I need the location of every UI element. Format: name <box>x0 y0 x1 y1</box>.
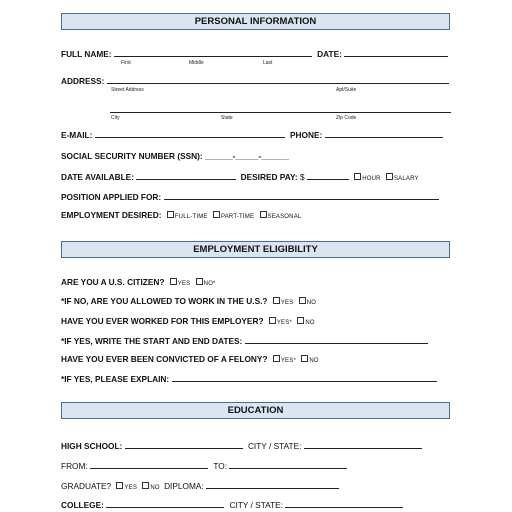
citizen-yes-checkbox[interactable] <box>170 278 177 285</box>
authorized-no-label: NO <box>306 300 317 306</box>
employment-desired-label: EMPLOYMENT DESIRED: <box>61 210 162 220</box>
ssn-label: SOCIAL SECURITY NUMBER (SSN): ______-_____-______ <box>61 151 289 161</box>
employment-eligibility-header: EMPLOYMENT ELIGIBILITY <box>61 241 450 258</box>
date-available-label: DATE AVAILABLE: <box>61 172 134 182</box>
graduate-no-checkbox[interactable] <box>142 482 149 489</box>
ssn-row[interactable] <box>61 151 289 162</box>
employment-desired-row <box>61 210 301 223</box>
authorized-no-checkbox[interactable] <box>299 297 306 304</box>
diploma-field[interactable] <box>206 480 339 489</box>
high-school-city-state-field[interactable] <box>304 440 422 449</box>
worked-no-checkbox[interactable] <box>297 317 304 324</box>
position-field[interactable] <box>164 191 439 200</box>
personal-information-header: PERSONAL INFORMATION <box>61 13 450 30</box>
high-school-dates-row <box>61 460 347 472</box>
citizen-no-label: NO* <box>203 281 216 287</box>
graduate-no-label: NO <box>150 485 160 491</box>
college-city-state-label: CITY / STATE: <box>229 500 283 510</box>
last-sublabel: Last <box>263 60 273 66</box>
phone-label: PHONE: <box>289 130 323 140</box>
citizen-yes-label: YES <box>177 281 191 287</box>
city-sublabel: City <box>111 115 120 121</box>
work-authorization-question: *IF NO, ARE YOU ALLOWED TO WORK IN THE U.S.? <box>61 296 268 306</box>
salary-option-label: SALARY <box>393 176 419 182</box>
graduate-yes-checkbox[interactable] <box>116 482 123 489</box>
to-label: TO: <box>213 461 228 471</box>
position-label: POSITION APPLIED FOR: <box>61 192 162 202</box>
salary-checkbox[interactable] <box>386 173 393 180</box>
position-row <box>61 191 439 203</box>
state-sublabel: State <box>221 115 233 121</box>
street-address-sublabel: Street Address <box>111 87 144 93</box>
address-label: ADDRESS: <box>61 76 105 86</box>
graduate-row <box>61 480 339 494</box>
full-name-label: FULL NAME: <box>61 49 112 59</box>
start-end-dates-field[interactable] <box>245 335 428 344</box>
worked-before-question: HAVE YOU EVER WORKED FOR THIS EMPLOYER? <box>61 316 264 326</box>
citizen-row <box>61 277 216 290</box>
felony-question: HAVE YOU EVER BEEN CONVICTED OF A FELONY? <box>61 354 268 364</box>
authorized-yes-label: YES <box>280 300 294 306</box>
explain-row <box>61 373 437 385</box>
dollar-sign: $ <box>299 172 305 182</box>
desired-pay-label: DESIRED PAY: <box>240 172 298 182</box>
college-label: COLLEGE: <box>61 500 104 510</box>
worked-no-label: NO <box>305 320 315 326</box>
authorized-yes-checkbox[interactable] <box>273 297 280 304</box>
first-sublabel: First <box>121 60 131 66</box>
citizen-no-checkbox[interactable] <box>196 278 203 285</box>
college-field[interactable] <box>106 499 224 508</box>
email-field[interactable] <box>95 129 285 138</box>
hour-checkbox[interactable] <box>354 173 361 180</box>
full-time-checkbox[interactable] <box>167 211 174 218</box>
high-school-label: HIGH SCHOOL: <box>61 441 123 451</box>
explain-label: *IF YES, PLEASE EXPLAIN: <box>61 374 170 384</box>
felony-no-checkbox[interactable] <box>301 355 308 362</box>
seasonal-option-label: SEASONAL <box>267 214 302 220</box>
part-time-checkbox[interactable] <box>213 211 220 218</box>
felony-row <box>61 354 319 367</box>
felony-no-label: NO <box>309 358 319 364</box>
full-name-row <box>61 48 448 60</box>
graduate-label: GRADUATE? <box>61 481 112 491</box>
date-available-field[interactable] <box>136 171 236 180</box>
explain-field[interactable] <box>172 373 437 382</box>
date-field[interactable] <box>344 48 448 57</box>
diploma-label: DIPLOMA: <box>164 481 204 491</box>
worked-before-row <box>61 316 315 329</box>
zip-code-sublabel: Zip Code <box>336 115 357 121</box>
part-time-option-label: PART-TIME <box>220 214 255 220</box>
citizen-question: ARE YOU A U.S. CITIZEN? <box>61 277 165 287</box>
phone-field[interactable] <box>325 129 443 138</box>
work-authorization-row <box>61 296 316 309</box>
start-end-dates-row <box>61 335 428 347</box>
start-end-dates-label: *IF YES, WRITE THE START AND END DATES: <box>61 336 243 346</box>
full-time-option-label: FULL-TIME <box>174 214 208 220</box>
full-name-field[interactable] <box>114 48 312 57</box>
worked-yes-checkbox[interactable] <box>269 317 276 324</box>
college-row <box>61 499 403 511</box>
felony-yes-checkbox[interactable] <box>273 355 280 362</box>
high-school-row <box>61 440 422 452</box>
email-label: E-MAIL: <box>61 130 93 140</box>
date-label: DATE: <box>317 49 342 59</box>
apt-suite-sublabel: Apt/Suite <box>336 87 357 93</box>
hour-option-label: HOUR <box>362 176 381 182</box>
desired-pay-field[interactable] <box>307 171 349 180</box>
high-school-city-state-label: CITY / STATE: <box>247 441 302 451</box>
felony-yes-label: YES* <box>280 358 296 364</box>
street-address-field[interactable] <box>107 75 449 84</box>
address-row <box>61 75 449 87</box>
to-field[interactable] <box>229 460 347 469</box>
college-city-state-field[interactable] <box>285 499 403 508</box>
graduate-yes-label: YES <box>124 485 138 491</box>
middle-sublabel: Middle <box>189 60 204 66</box>
education-header: EDUCATION <box>61 402 450 419</box>
worked-yes-label: YES* <box>276 320 292 326</box>
city-state-zip-field[interactable] <box>110 112 451 113</box>
high-school-field[interactable] <box>125 440 243 449</box>
from-label: FROM: <box>61 461 88 471</box>
email-row <box>61 129 443 141</box>
from-field[interactable] <box>90 460 208 469</box>
availability-row <box>61 171 419 185</box>
seasonal-checkbox[interactable] <box>260 211 267 218</box>
